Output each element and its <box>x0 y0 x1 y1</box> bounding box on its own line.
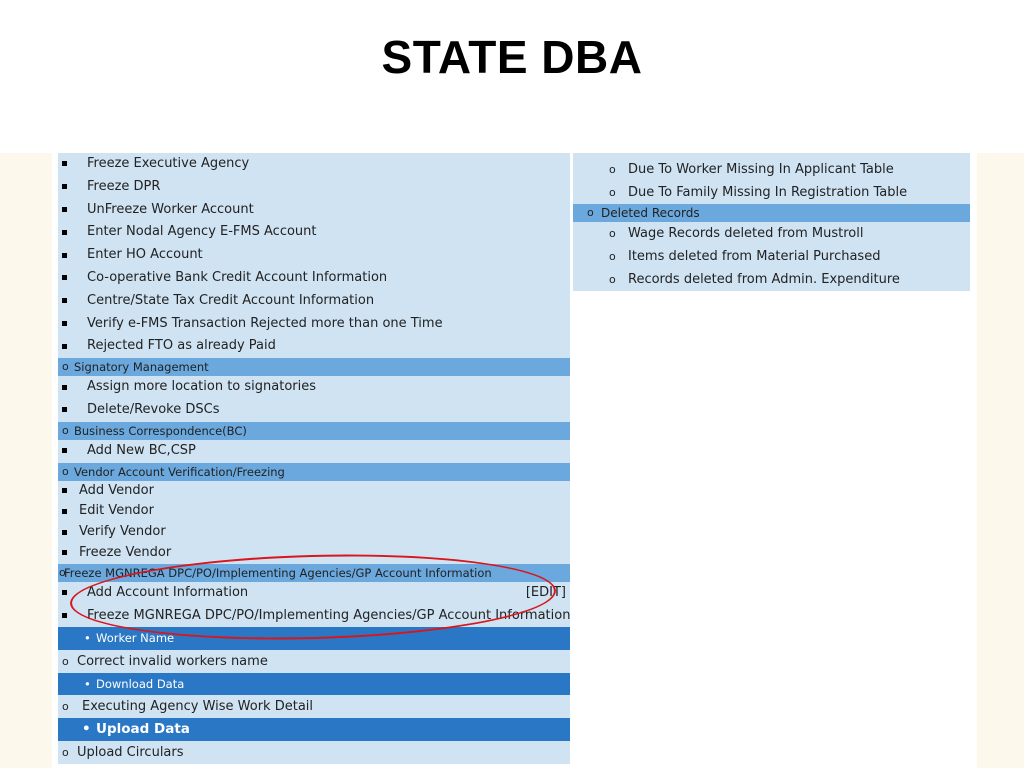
menu-row-label: Freeze Executive Agency <box>87 156 250 171</box>
menu-row-signatory-management[interactable] <box>58 358 570 376</box>
menu-row-freeze-dpr[interactable] <box>58 176 570 199</box>
circle-bullet-icon: o <box>609 273 616 286</box>
menu-row-due-to-worker-missing-in-applicant-table[interactable] <box>573 158 970 181</box>
circle-bullet-icon: o <box>62 654 69 668</box>
menu-row-label: Assign more location to signatories <box>87 379 316 395</box>
square-bullet-icon <box>62 230 67 235</box>
menu-row-add-vendor[interactable] <box>58 481 570 502</box>
menu-row-deleted-records[interactable] <box>573 204 970 222</box>
square-bullet-icon <box>62 298 67 303</box>
menu-row-label: Freeze MGNREGA DPC/PO/Implementing Agencies/GP Account Information <box>87 607 571 623</box>
menu-row-freeze-executive-agency[interactable] <box>58 153 570 176</box>
square-bullet-icon <box>62 321 67 326</box>
square-bullet-icon <box>62 550 67 555</box>
dot-bullet-icon: • <box>82 721 91 738</box>
menu-row-label: Download Data <box>96 676 185 691</box>
menu-row-label: Delete/Revoke DSCs <box>87 401 220 417</box>
menu-row-label: Records deleted from Admin. Expenditure <box>628 272 900 287</box>
square-bullet-icon <box>62 207 67 212</box>
menu-row-label: Freeze Vendor <box>79 544 172 560</box>
menu-row-label: UnFreeze Worker Account <box>87 201 254 217</box>
menu-row-label: Freeze MGNREGA DPC/PO/Implementing Agencies/GP Account Information <box>64 565 492 580</box>
menu-row-label: Upload Circulars <box>77 745 184 761</box>
circle-bullet-icon: o <box>59 565 66 579</box>
menu-row-correct-invalid-workers-name[interactable] <box>58 650 570 673</box>
menu-row-label: Enter Nodal Agency E-FMS Account <box>87 224 317 240</box>
menu-row-co-operative-bank-credit-account-information[interactable] <box>58 267 570 290</box>
menu-row-centre-state-tax-credit-account-information[interactable] <box>58 290 570 313</box>
dot-bullet-icon: • <box>84 676 91 691</box>
menu-row-label: Upload Data <box>96 721 190 738</box>
menu-row-rejected-fto-as-already-paid[interactable] <box>58 335 570 358</box>
menu-row-label: Verify e-FMS Transaction Rejected more than one Time <box>87 315 443 331</box>
circle-bullet-icon: o <box>609 227 616 240</box>
menu-row-label: Verify Vendor <box>79 524 166 540</box>
menu-row-label: Due To Family Missing In Registration Table <box>628 185 908 200</box>
menu-row-label: Add New BC,CSP <box>87 442 196 458</box>
menu-row-label: Executing Agency Wise Work Detail <box>82 699 314 715</box>
square-bullet-icon <box>62 509 67 514</box>
menu-screenshot <box>52 153 977 768</box>
menu-row-label: Wage Records deleted from Mustroll <box>628 226 864 241</box>
menu-row-label: Items deleted from Material Purchased <box>628 249 881 264</box>
left-menu-column <box>58 153 570 764</box>
menu-row-label: Correct invalid workers name <box>77 653 268 669</box>
circle-bullet-icon: o <box>62 423 69 437</box>
square-bullet-icon <box>62 488 67 493</box>
square-bullet-icon <box>62 161 67 166</box>
menu-row-label: Vendor Account Verification/Freezing <box>74 464 285 479</box>
menu-row-edit-vendor[interactable] <box>58 501 570 522</box>
menu-row-label: Enter HO Account <box>87 247 203 263</box>
menu-row-label: Business Correspondence(BC) <box>74 423 247 438</box>
menu-row-label: Deleted Records <box>601 206 700 220</box>
circle-bullet-icon: o <box>609 163 616 176</box>
circle-bullet-icon: o <box>62 360 69 374</box>
menu-row-items-deleted-from-material-purchased[interactable] <box>573 245 970 268</box>
menu-row-label: Add Account Information <box>87 584 249 600</box>
edit-link[interactable]: [EDIT] <box>525 584 566 600</box>
square-bullet-icon <box>62 407 67 412</box>
menu-row-label: Edit Vendor <box>79 503 154 519</box>
menu-row-assign-more-location-to-signatories[interactable] <box>58 376 570 399</box>
menu-row-vendor-account-verification-freezing[interactable] <box>58 463 570 481</box>
circle-bullet-icon: o <box>609 186 616 199</box>
menu-row-unfreeze-worker-account[interactable] <box>58 199 570 222</box>
menu-row-download-data[interactable] <box>58 673 570 696</box>
dot-bullet-icon: • <box>84 631 91 646</box>
circle-bullet-icon: o <box>587 206 594 219</box>
slide-title: STATE DBA <box>381 31 643 83</box>
menu-row-executing-agency-wise-work-detail[interactable] <box>58 695 570 718</box>
menu-row-enter-ho-account[interactable] <box>58 244 570 267</box>
menu-row-label: Co-operative Bank Credit Account Information <box>87 269 388 285</box>
menu-row-label: Worker Name <box>96 631 175 646</box>
right-menu-column <box>573 153 970 291</box>
square-bullet-icon <box>62 184 67 189</box>
menu-row-delete-revoke-dscs[interactable] <box>58 399 570 422</box>
menu-row-label: Freeze DPR <box>87 178 161 194</box>
menu-row-upload-data[interactable] <box>58 718 570 741</box>
circle-bullet-icon: o <box>62 464 69 478</box>
menu-row-business-correspondence-bc[interactable] <box>58 422 570 440</box>
menu-row-verify-vendor[interactable] <box>58 522 570 543</box>
menu-row-label: Add Vendor <box>79 482 154 498</box>
menu-row-label: Due To Worker Missing In Applicant Table <box>628 162 894 177</box>
square-bullet-icon <box>62 344 67 349</box>
circle-bullet-icon: o <box>62 746 69 760</box>
square-bullet-icon <box>62 448 67 453</box>
menu-row-due-to-family-missing-in-registration-table[interactable] <box>573 181 970 204</box>
square-bullet-icon <box>62 530 67 535</box>
menu-row-label: Centre/State Tax Credit Account Information <box>87 292 375 308</box>
menu-row-upload-circulars[interactable] <box>58 741 570 764</box>
menu-row-verify-e-fms-transaction-rejected-more-than-one-time[interactable] <box>58 313 570 336</box>
menu-row-add-new-bc-csp[interactable] <box>58 440 570 463</box>
square-bullet-icon <box>62 275 67 280</box>
menu-row-wage-records-deleted-from-mustroll[interactable] <box>573 222 970 245</box>
square-bullet-icon <box>62 590 67 595</box>
menu-row-label: Signatory Management <box>74 360 209 375</box>
circle-bullet-icon: o <box>62 700 69 714</box>
square-bullet-icon <box>62 613 67 618</box>
menu-row-enter-nodal-agency-e-fms-account[interactable] <box>58 221 570 244</box>
menu-row-records-deleted-from-admin-expenditure[interactable] <box>573 268 970 291</box>
menu-row-label: Rejected FTO as already Paid <box>87 338 276 354</box>
square-bullet-icon <box>62 385 67 390</box>
circle-bullet-icon: o <box>609 250 616 263</box>
square-bullet-icon <box>62 253 67 258</box>
